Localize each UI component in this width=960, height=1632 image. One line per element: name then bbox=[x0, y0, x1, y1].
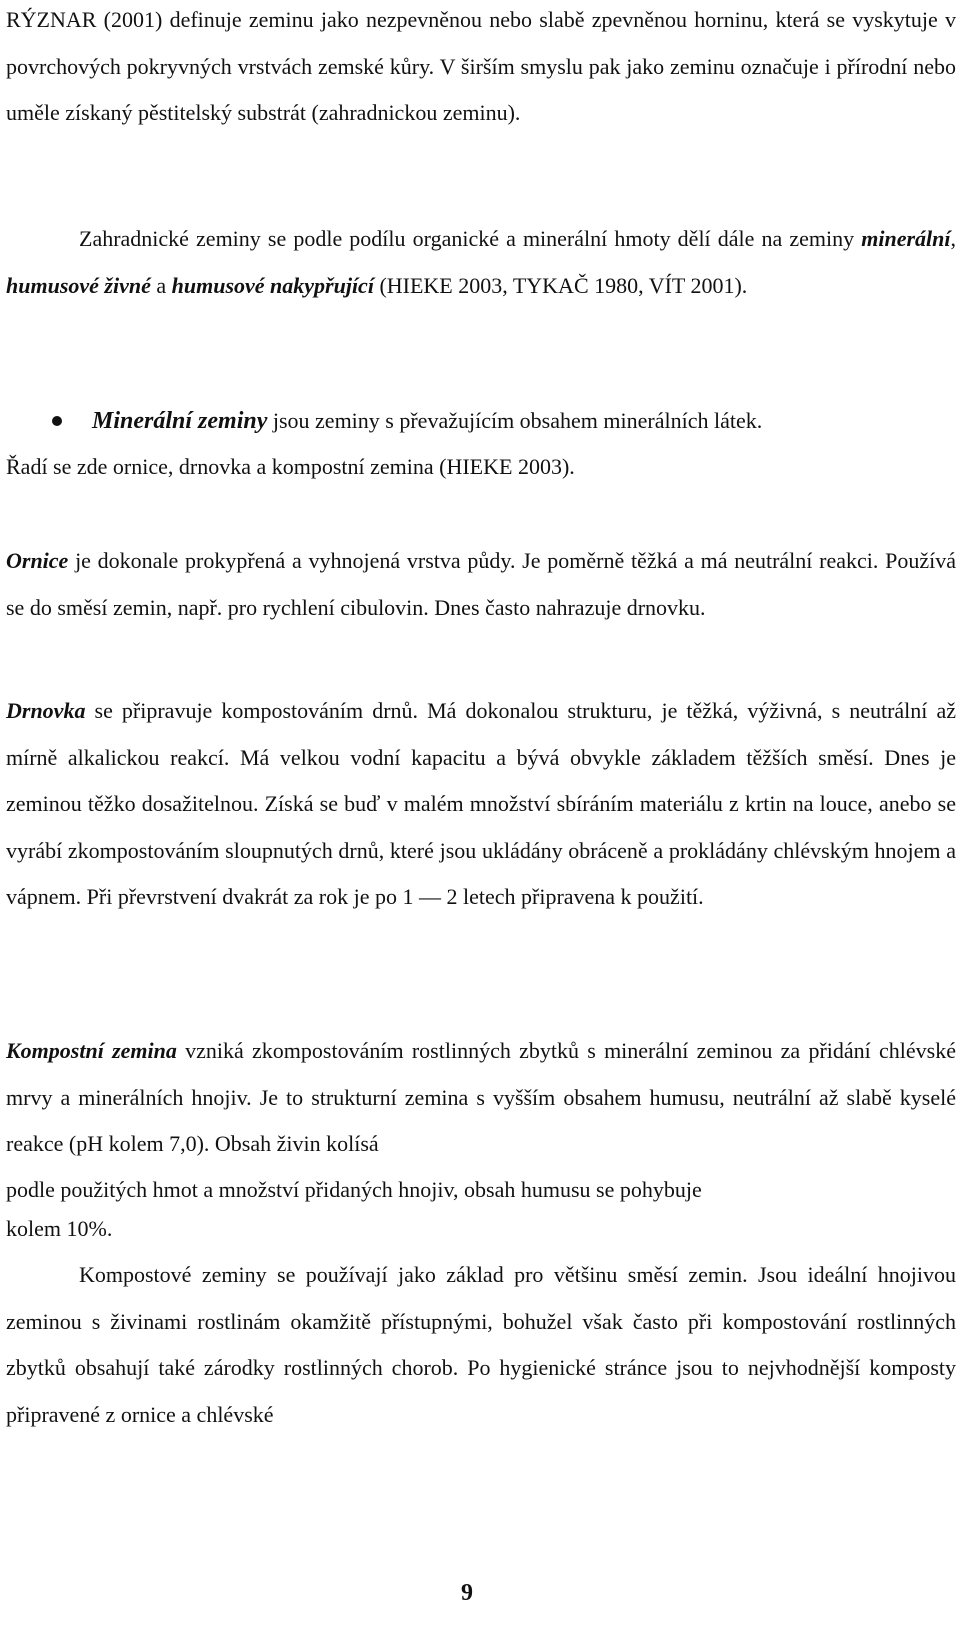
term-mineralni: minerální bbox=[861, 226, 951, 251]
paragraph-soil-definition bbox=[6, 0, 956, 137]
paragraph-text: je dokonale prokypřená a vyhnojená vrstva půdy. Je poměrně těžká a má neutrální reakci. Používá se do směsí zemin, např. pro rychlení cibulovin. Dnes často nahrazuje drnovku. bbox=[6, 548, 956, 620]
bullet-text: jsou zeminy s převažujícím obsahem minerálních látek. bbox=[267, 408, 763, 433]
term-mineralni-zeminy: Minerální zeminy bbox=[92, 408, 268, 434]
paragraph-garden-soils bbox=[6, 216, 956, 309]
bullet-dot-icon bbox=[52, 416, 62, 426]
term-kompostni-zemina: Kompostní zemina bbox=[6, 1038, 177, 1063]
term-ornice: Ornice bbox=[6, 548, 69, 573]
paragraph-ornice bbox=[6, 538, 956, 631]
bullet-continuation bbox=[6, 444, 956, 491]
paragraph-kompostove-zeminy bbox=[6, 1252, 956, 1438]
paragraph-text: se připravuje kompostováním drnů. Má dokonalou strukturu, je těžká, výživná, s neutrální až mírně alkalickou reakcí. Má velkou vodní kapacitu a bývá obvykle základem těžších směsí. Dnes je zeminou těžko dosažitelnou. Získá se buď v malém množství sbíráním materiálu z krtin na louce, anebo se vyrábí zkompostováním sloupnutých drnů, které jsou ukládány obráceně a prokládány chlévským hnojem a vápnem. Při převrstvení dvakrát za rok je po 1 — 2 letech připravena k použití. bbox=[6, 698, 956, 909]
term-humusove-zivne: humusové živné bbox=[6, 272, 151, 298]
text-run: Zahradnické zeminy se podle podílu organické a minerální hmoty dělí dále na zeminy bbox=[79, 226, 862, 251]
bullet-continuation-text: Řadí se zde ornice, drnovka a kompostní zemina (HIEKE 2003). bbox=[6, 454, 575, 479]
paragraph-text: vzniká zkompostováním rostlinných zbytků s minerální zeminou za přidání chlévské mrvy a minerálních hnojiv. Je to strukturní zemina s vyšším obsahem humusu, neutrální až slabě kyselé reakce (pH kolem 7,0). Obsah živin kolísá bbox=[6, 1038, 956, 1156]
bullet-mineral-soils bbox=[6, 398, 956, 445]
paragraph-drnovka bbox=[6, 688, 956, 921]
term-drnovka: Drnovka bbox=[6, 698, 86, 723]
paragraph-text: kolem 10%. bbox=[6, 1216, 113, 1241]
text-run: , bbox=[950, 226, 956, 251]
paragraph-text: podle použitých hmot a množství přidaných hnojiv, obsah humusu se pohybuje bbox=[6, 1177, 702, 1202]
paragraph-text: Kompostové zeminy se používají jako základ pro většinu směsí zemin. Jsou ideální hnojivou zeminou s živinami rostlinám okamžitě přístupnými, bohužel však často při kompostování rostlinných zbytků obsahují také zárodky rostlinných chorob. Po hygienické stránce jsou to nejvhodnější komposty připravené z ornice a chlévské bbox=[6, 1262, 956, 1427]
paragraph-kompostni-line-3 bbox=[6, 1206, 956, 1253]
text-run: a bbox=[150, 272, 172, 298]
document-page bbox=[6, 0, 956, 1632]
paragraph-kompostni-zemina bbox=[6, 1028, 956, 1168]
text-run: (HIEKE 2003, TYKAČ 1980, VÍT 2001). bbox=[373, 272, 748, 298]
term-humusove-nakyprujici: humusové nakypřující bbox=[171, 272, 374, 298]
paragraph-text: RÝZNAR (2001) definuje zeminu jako nezpevněnou nebo slabě zpevněnou horninu, která se vyskytuje v povrchových pokryvných vrstvách zemské kůry. V širším smyslu pak jako zeminu označuje i přírodní nebo uměle získaný pěstitelský substrát (zahradnickou zeminu). bbox=[6, 7, 956, 125]
page-number: 9 bbox=[461, 1580, 473, 1606]
